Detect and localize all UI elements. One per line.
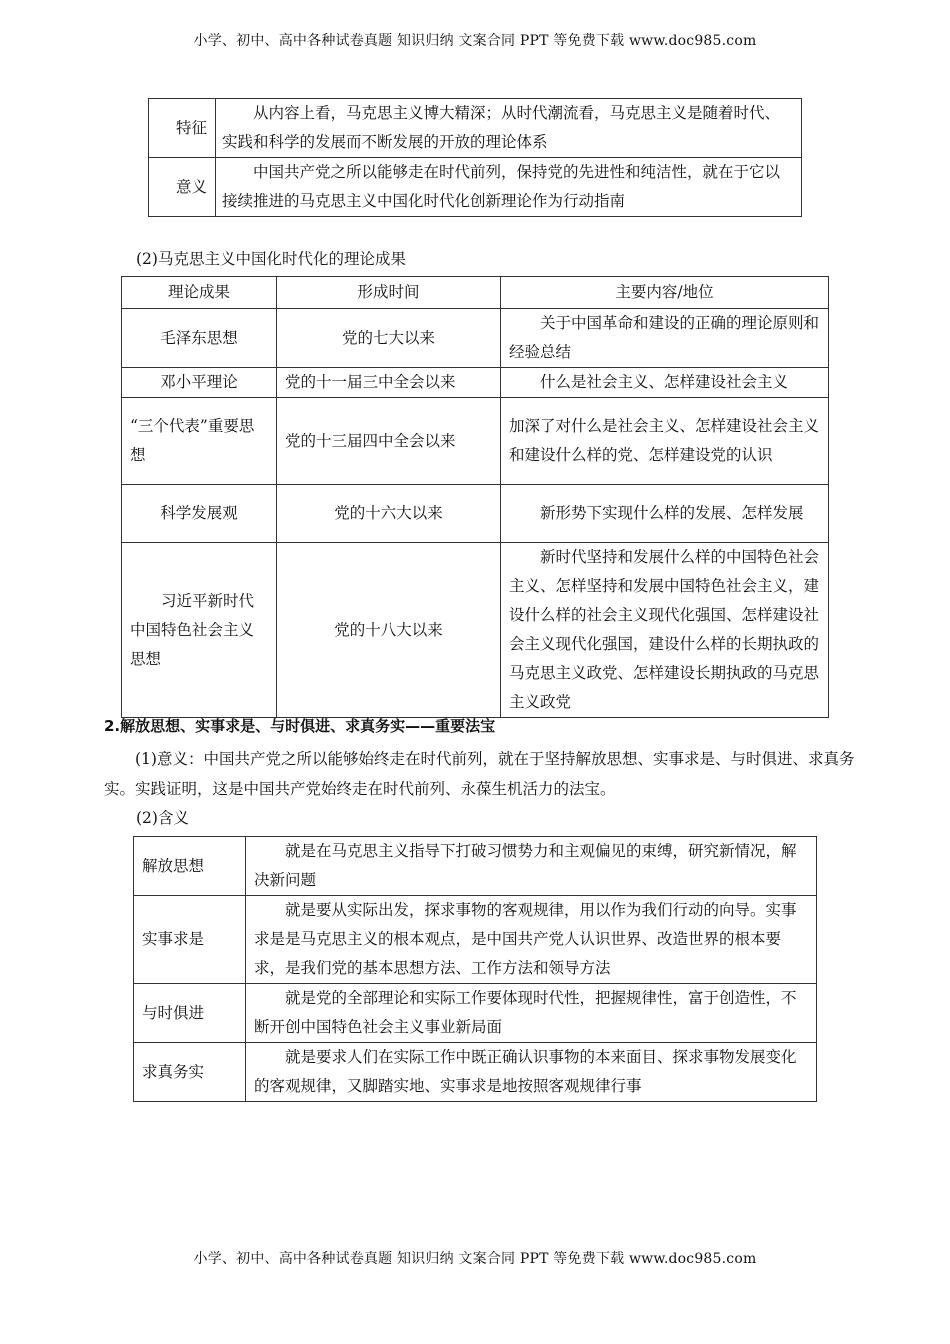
theory-name: 毛泽东思想 xyxy=(122,309,277,368)
table-row xyxy=(134,1043,817,1102)
page-header: 小学、初中、高中各种试卷真题 知识归纳 文案合同 PPT 等免费下载 www.doc985.com xyxy=(193,33,757,49)
formation-time: 党的十一届三中全会以来 xyxy=(277,368,501,398)
table-row xyxy=(122,368,829,398)
theory-name: 习近平新时代中国特色社会主义思想 xyxy=(122,543,277,718)
column-header: 理论成果 xyxy=(122,277,277,309)
row-value: 就是要求人们在实际工作中既正确认识事物的本来面目、探求事物发展变化的客观规律，又脚踏实地、实事求是地按照客观规律行事 xyxy=(246,1043,817,1102)
table-row xyxy=(122,485,829,543)
row-value: 就是要从实际出发，探求事物的客观规律，用以作为我们行动的向导。实事求是是马克思主义的根本观点，是中国共产党人认识世界、改造世界的根本要求，是我们党的基本思想方法、工作方法和领导方法 xyxy=(246,896,817,984)
row-key: 实事求是 xyxy=(134,896,246,984)
meaning-paragraph: (1)意义：中国共产党之所以能够始终走在时代前列，就在于坚持解放思想、实事求是、与时俱进、求真务实。实践证明，这是中国共产党始终走在时代前列、永葆生机活力的法宝。 xyxy=(104,750,855,798)
table-row xyxy=(122,309,829,368)
page-footer: 小学、初中、高中各种试卷真题 知识归纳 文案合同 PPT 等免费下载 www.doc985.com xyxy=(193,1251,757,1267)
row-key: 与时俱进 xyxy=(134,984,246,1043)
row-key: 解放思想 xyxy=(134,837,246,896)
main-content: 关于中国革命和建设的正确的理论原则和经验总结 xyxy=(501,309,829,368)
column-header: 形成时间 xyxy=(277,277,501,309)
table-row xyxy=(134,984,817,1043)
column-header: 主要内容/地位 xyxy=(501,277,829,309)
table-row xyxy=(134,896,817,984)
theory-achievements-table xyxy=(121,276,829,718)
row-key: 求真务实 xyxy=(134,1043,246,1102)
formation-time: 党的七大以来 xyxy=(277,309,501,368)
theory-name: “三个代表”重要思想 xyxy=(122,398,277,485)
table-row xyxy=(122,543,829,718)
table-row xyxy=(149,99,802,158)
row-value: 从内容上看，马克思主义博大精深；从时代潮流看，马克思主义是随着时代、实践和科学的发展而不断发展的开放的理论体系 xyxy=(216,99,802,158)
row-key: 特征 xyxy=(149,99,216,158)
table-row xyxy=(149,158,802,217)
main-content: 新形势下实现什么样的发展、怎样发展 xyxy=(501,485,829,543)
meanings-table xyxy=(133,836,817,1102)
table-row xyxy=(122,398,829,485)
row-key: 意义 xyxy=(149,158,216,217)
row-value: 中国共产党之所以能够走在时代前列，保持党的先进性和纯洁性，就在于它以接续推进的马克思主义中国化时代化创新理论作为行动指南 xyxy=(216,158,802,217)
theory-name: 邓小平理论 xyxy=(122,368,277,398)
main-content: 新时代坚持和发展什么样的中国特色社会主义、怎样坚持和发展中国特色社会主义，建设什么样的社会主义现代化强国、怎样建设社会主义现代化强国，建设什么样的长期执政的马克思主义政党、怎样建设长期执政的马克思主义政党 xyxy=(501,543,829,718)
formation-time: 党的十三届四中全会以来 xyxy=(277,398,501,485)
table-header-row xyxy=(122,277,829,309)
main-content: 什么是社会主义、怎样建设社会主义 xyxy=(501,368,829,398)
formation-time: 党的十六大以来 xyxy=(277,485,501,543)
row-value: 就是在马克思主义指导下打破习惯势力和主观偏见的束缚，研究新情况，解决新问题 xyxy=(246,837,817,896)
table-row xyxy=(134,837,817,896)
subsection-label: (2)含义 xyxy=(136,809,189,827)
row-value: 就是党的全部理论和实际工作要体现时代性，把握规律性，富于创造性，不断开创中国特色社会主义事业新局面 xyxy=(246,984,817,1043)
section-caption: (2)马克思主义中国化时代化的理论成果 xyxy=(136,250,406,268)
characteristics-table xyxy=(148,98,802,217)
formation-time: 党的十八大以来 xyxy=(277,543,501,718)
main-content: 加深了对什么是社会主义、怎样建设社会主义和建设什么样的党、怎样建设党的认识 xyxy=(501,398,829,485)
theory-name: 科学发展观 xyxy=(122,485,277,543)
section-title: 2.解放思想、实事求是、与时俱进、求真务实——重要法宝 xyxy=(104,717,496,735)
